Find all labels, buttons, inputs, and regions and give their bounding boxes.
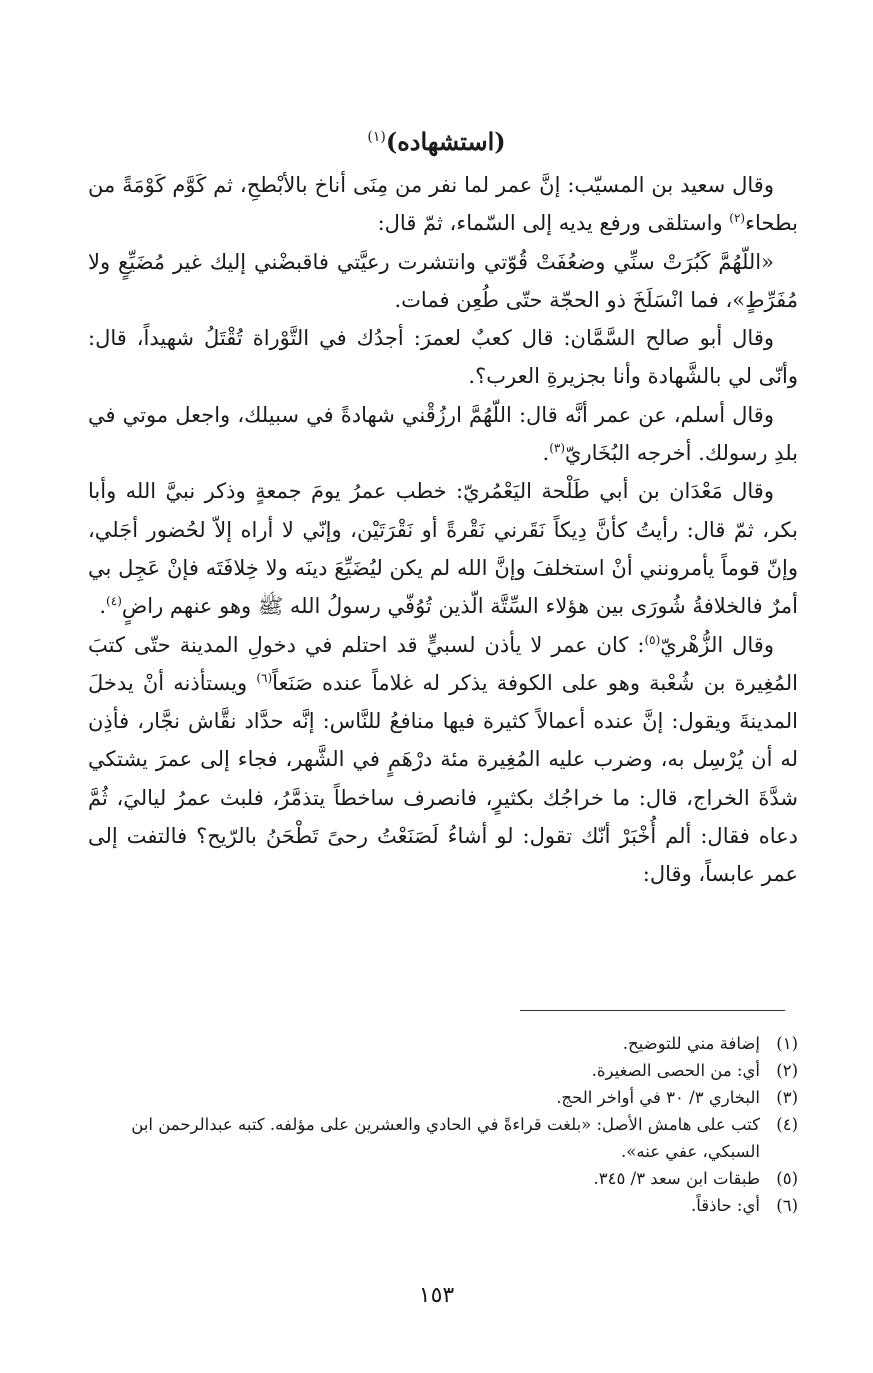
footnote-text: أي: حاذقاً. <box>690 1196 760 1215</box>
footnote <box>88 1165 798 1192</box>
footnote-ref: (٥) <box>644 632 661 647</box>
paragraph-text: وقال أسلم، عن عمر أنَّه قال: اللّهُمَّ ارزُقْني شهادةً في سبيلك، واجعل موتي في بلدِ رسولك. أخرجه البُخَاريّ <box>88 402 798 466</box>
paragraph-text: وقال الزُّهْريّ <box>660 632 774 657</box>
footnote-ref: (٣) <box>549 441 566 456</box>
footnote <box>88 1192 798 1219</box>
footnote-divider <box>520 1010 785 1011</box>
body-paragraph <box>88 626 798 894</box>
section-title-text: (استشهاده) <box>385 127 506 156</box>
title-footnote-ref: (١) <box>367 129 386 145</box>
paragraph-text: واستلقى ورفع يديه إلى السّماء، ثمّ قال: <box>377 211 730 236</box>
footnote-ref: (٢) <box>729 211 746 226</box>
body-paragraph <box>88 319 798 396</box>
footnote <box>88 1030 798 1057</box>
footnote-text: البخاري ٣/ ٣٠ في أواخر الحج. <box>556 1088 760 1107</box>
footnotes <box>88 1030 798 1219</box>
footnote-ref: (٦) <box>256 670 273 685</box>
paragraph-text: وقال أبو صالح السَّمَّان: قال كعبٌ لعمرَ: أجدُك في التَّوْراة تُقْتَلُ شهيداً، قال: وأنّى لي بالشَّهادة وأنا بجزيرةِ العرب؟. <box>88 326 798 389</box>
footnote-ref: (٤) <box>106 594 122 609</box>
paragraph-text: : كان عمر لا يأذن لسبيٍّ قد احتلم في دخولِ المدينة حتّى كتبَ المُغِيرة بن شُعْبة وهو على الكوفة يذكر له غلاماً عنده صَنَعاً <box>88 632 798 695</box>
footnote-number: (٣) <box>776 1088 798 1107</box>
footnote-text: إضافة مني للتوضيح. <box>622 1034 760 1053</box>
body-paragraph <box>88 396 798 473</box>
footnote-number: (٤) <box>776 1115 798 1134</box>
footnote-text: طبقات ابن سعد ٣/ ٣٤٥. <box>593 1169 760 1188</box>
footnote-number: (٥) <box>776 1169 798 1188</box>
section-title <box>0 120 873 159</box>
paragraph-text: «اللّهُمَّ كَبُرَتْ سنِّي وضعُفَتْ قُوّتي وانتشرت رعيَّتي فاقبضْني إليك غير مُضَيِّعٍ ولا مُفَرِّطٍ»، فما انْسَلَخَ ذو الحجّة حتّى طُعِن فمات. <box>88 249 798 312</box>
footnote <box>88 1111 798 1165</box>
page-number: ١٥٣ <box>418 1283 455 1308</box>
paragraph-text: ويستأذنه أنْ يدخلَ المدينةَ ويقول: إنَّ عنده أعمالاً كثيرة فيها منافعُ للنَّاس: إنَّه حدَّاد نقَّاش نجَّار، فأذِن له أن يُرْسِل به، وضرب عليه المُغِيرة مئة درْهَمٍ في الشَّهر، فجاء إلى عمرَ يشتكي شدَّةَ الخراج، قال: ما خراجُك بكثيرٍ، فانصرف ساخطاً يتذمَّرُ، فلبث عمرُ لياليَ، ثُمَّ دعاه فقال: ألم أُخْبَرْ أنّك تقول: لو أشاءُ لَصَنَعْتُ رحىً تَطْحَنُ بالرّيح؟ فالتفت إلى عمر عابساً، وقال: <box>88 670 798 887</box>
footnote-number: (٦) <box>776 1196 798 1215</box>
footnote-number: (١) <box>776 1034 798 1053</box>
paragraph-text: . <box>99 594 107 619</box>
footnote-number: (٢) <box>776 1061 798 1080</box>
footnote <box>88 1057 798 1084</box>
body-text <box>88 166 798 894</box>
paragraph-text: وقال مَعْدَان بن أبي طَلْحة اليَعْمُريّ: خطب عمرُ يومَ جمعةٍ وذكر نبيَّ الله وأبا بكر، ثمّ قال: رأيتُ كأنَّ دِيكاً نَقَرني نَقْرةً أو نَقْرَتَيْن، وإنّي لا أراه إلاّ لحُضور أجَلي، وإنّ قوماً يأمرونني أنْ استخلفَ وإنَّ الله لم يكن ليُضَيِّعَ دينَه ولا خِلافَتَه فإنْ عَجِل بي أمرٌ فالخلافةُ شُورَى بين هؤلاء السِّتَّة الّذين تُوُفّي رسولُ الله ﷺ وهو عنهم راضٍ <box>88 479 798 619</box>
footnote-text: أي: من الحصى الصغيرة. <box>591 1061 760 1080</box>
footnote <box>88 1084 798 1111</box>
footnote-text: كتب على هامش الأصل: «بلغت قراءةً في الحادي والعشرين على مؤلفه. كتبه عبدالرحمن ابن السبكي، عفي عنه». <box>131 1115 760 1161</box>
body-paragraph <box>88 472 798 625</box>
paragraph-text: . <box>542 441 550 466</box>
body-paragraph <box>88 166 798 243</box>
paragraph-text: وقال سعيد بن المسيّب: إنَّ عمر لما نفر من مِنَى أناخ بالأبْطحِ، ثم كَوَّم كَوْمَةً من بطحاء <box>88 173 798 236</box>
body-paragraph <box>88 243 798 320</box>
